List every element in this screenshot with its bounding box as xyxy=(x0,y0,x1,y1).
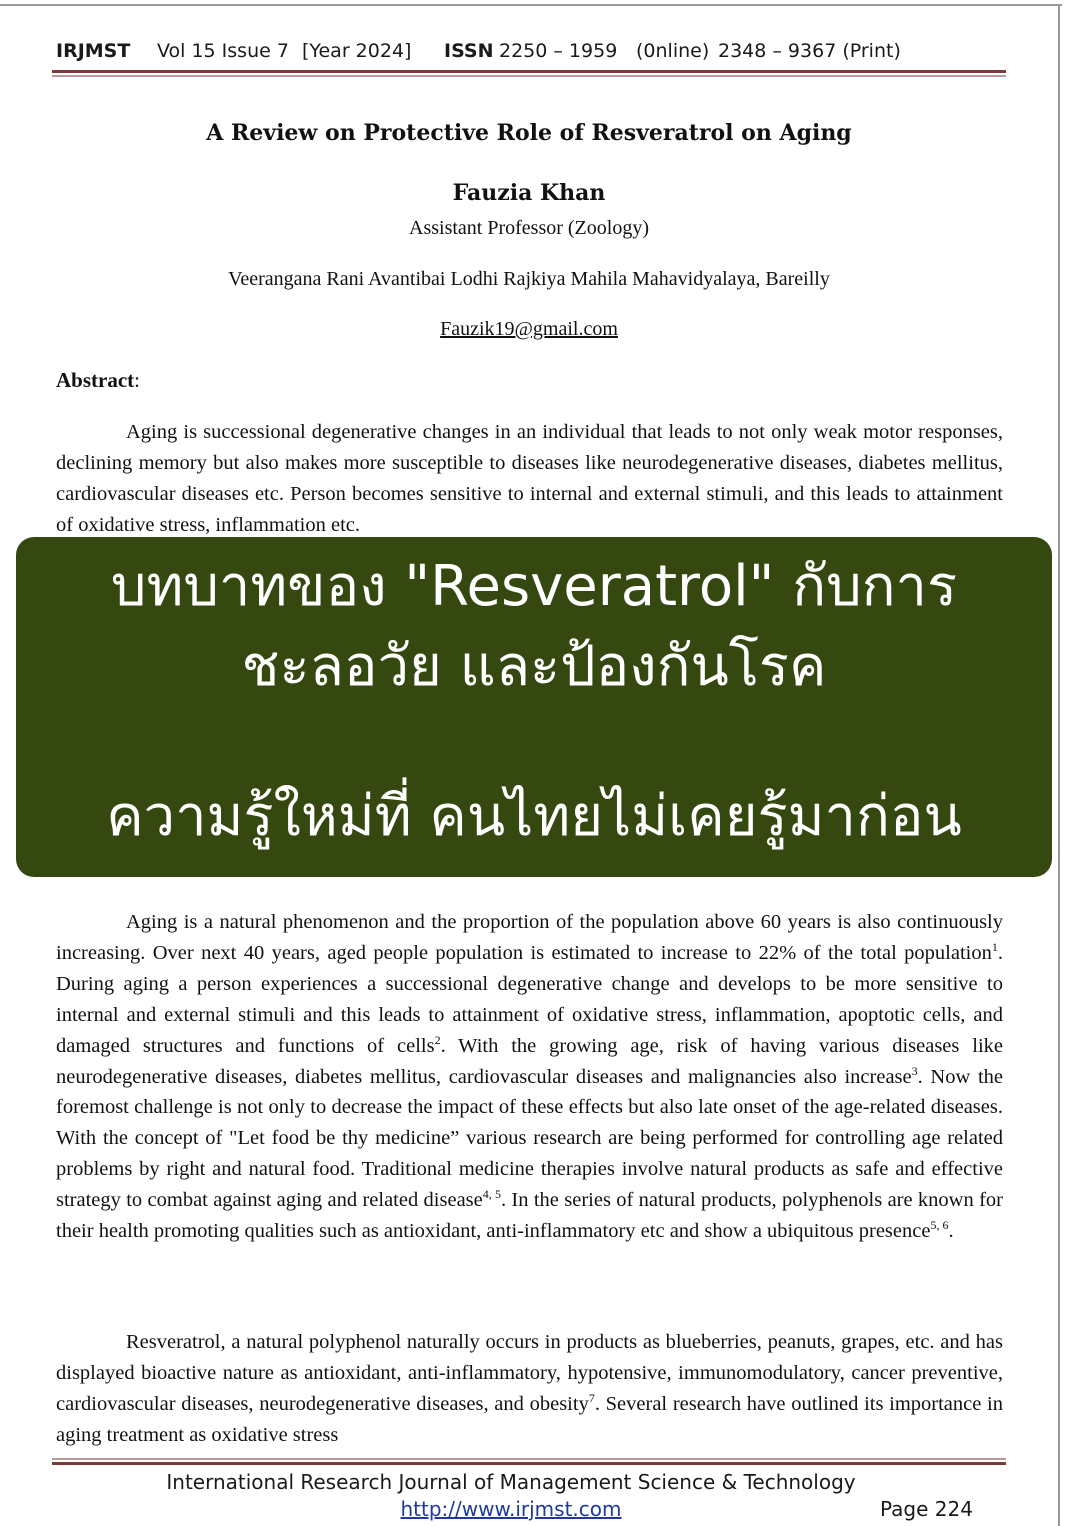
banner-line-1: บทบาทของ "Resveratrol" กับการ xyxy=(110,554,958,619)
paragraph-text-run: . In the series of natural products, polyphenols are known for their health promoting qualities such as antioxidant, anti-inflammatory etc and show a ubiquitous presence xyxy=(56,1189,1003,1243)
citation-superscript: 3 xyxy=(911,1063,918,1078)
page-number: Page 224 xyxy=(880,1497,973,1521)
citation-superscript: 5, 6 xyxy=(930,1218,949,1233)
abstract-text: Aging is successional degenerative changes in an individual that leads to not only weak motor responses, declining memory but also makes more susceptible to diseases like neurodegenerative diseases, diabetes mellitus, cardiovascular diseases etc. Person becomes sensitive to internal and external stimuli, and this leads to attainment of oxidative stress, inflammation etc. xyxy=(56,421,1003,536)
abstract-heading: Abstract: xyxy=(56,368,140,392)
footer-rule-secondary xyxy=(52,1458,1006,1460)
volume-issue: Vol 15 Issue 7 xyxy=(157,40,289,62)
footer-url-link[interactable]: http://www.irjmst.com xyxy=(400,1497,622,1521)
header-rule xyxy=(52,70,1006,73)
introduction-paragraph-1 xyxy=(56,907,1003,1247)
paragraph-text-run: Resveratrol, a natural polyphenol naturally occurs in products as blueberries, peanuts, grapes, etc. and has displayed bioactive nature as antioxidant, anti-inflammatory, hypotensive, immunomodulatory, cancer preventive, cardiovascular diseases, neurodegenerative diseases, and obesity xyxy=(56,1331,1003,1415)
year: [Year 2024] xyxy=(302,40,412,62)
paragraph-text-run: Aging is a natural phenomenon and the proportion of the population above 60 years is also continuously increasing. Over next 40 years, aged people population is estimated to increase to 22% of the total population xyxy=(56,911,1003,964)
issn-label: ISSN xyxy=(444,40,494,62)
citation-superscript: 1 xyxy=(991,940,998,955)
author-designation: Assistant Professor (Zoology) xyxy=(409,217,649,239)
banner-line-3: ความรู้ใหม่ที่ คนไทยไม่เคยรู้มาก่อน xyxy=(106,784,962,849)
citation-superscript: 7 xyxy=(588,1390,595,1405)
journal-header xyxy=(56,40,1006,68)
thai-title-banner xyxy=(16,537,1052,877)
author-name: Fauzia Khan xyxy=(452,180,606,206)
issn-print: 2348 – 9367 (Print) xyxy=(718,40,901,62)
author-affiliation: Veerangana Rani Avantibai Lodhi Rajkiya Mahila Mahavidyalaya, Bareilly xyxy=(228,268,830,290)
citation-superscript: 4, 5 xyxy=(482,1187,501,1202)
header-rule-secondary xyxy=(52,75,1006,77)
footer-rule xyxy=(52,1462,1006,1465)
email-row xyxy=(56,318,1002,341)
journal-abbrev: IRJMST xyxy=(56,40,131,62)
page-frame-right xyxy=(1058,4,1060,1526)
citation-superscript: 2 xyxy=(434,1032,441,1047)
paragraph-text-run: . Several research have outlined its importance in aging treatment as oxidative stress xyxy=(56,1392,1004,1446)
issn-online: 2250 – 1959 xyxy=(499,40,618,62)
paragraph-text-run: . xyxy=(948,1220,954,1243)
paragraph-text-run: . During aging a person experiences a successional degenerative change and develops to be more sensitive to internal and external stimuli and this leads to attainment of oxidative stress, inflammation, apoptotic cells, and damaged structures and functions of cells xyxy=(56,941,1003,1057)
issn-online-tag: (0nline) xyxy=(636,40,710,62)
page-frame-top xyxy=(0,4,1062,6)
article-title: A Review on Protective Role of Resveratrol on Aging xyxy=(206,120,852,146)
paragraph-text-run: . With the growing age, risk of having various diseases like neurodegenerative diseases, diabetes mellitus, cardiovascular diseases and malignancies also increase xyxy=(56,1034,1003,1088)
author-email-link[interactable]: Fauzik19@gmail.com xyxy=(440,318,618,340)
introduction-paragraph-2 xyxy=(56,1327,1003,1451)
paragraph-text-run: . Now the foremost challenge is not only to decrease the impact of these effects but also late onset of the age-related diseases. With the concept of "Let food be thy medicine” various research are being performed for controlling age related problems by right and natural food. Traditional medicine therapies involve natural products as safe and effective strategy to combat against aging and related disease xyxy=(56,1065,1003,1212)
footer-journal-name: International Research Journal of Management Science & Technology xyxy=(166,1470,856,1494)
banner-line-2: ชะลอวัย และป้องกันโรค xyxy=(241,634,827,699)
abstract-label: Abstract xyxy=(56,368,135,392)
